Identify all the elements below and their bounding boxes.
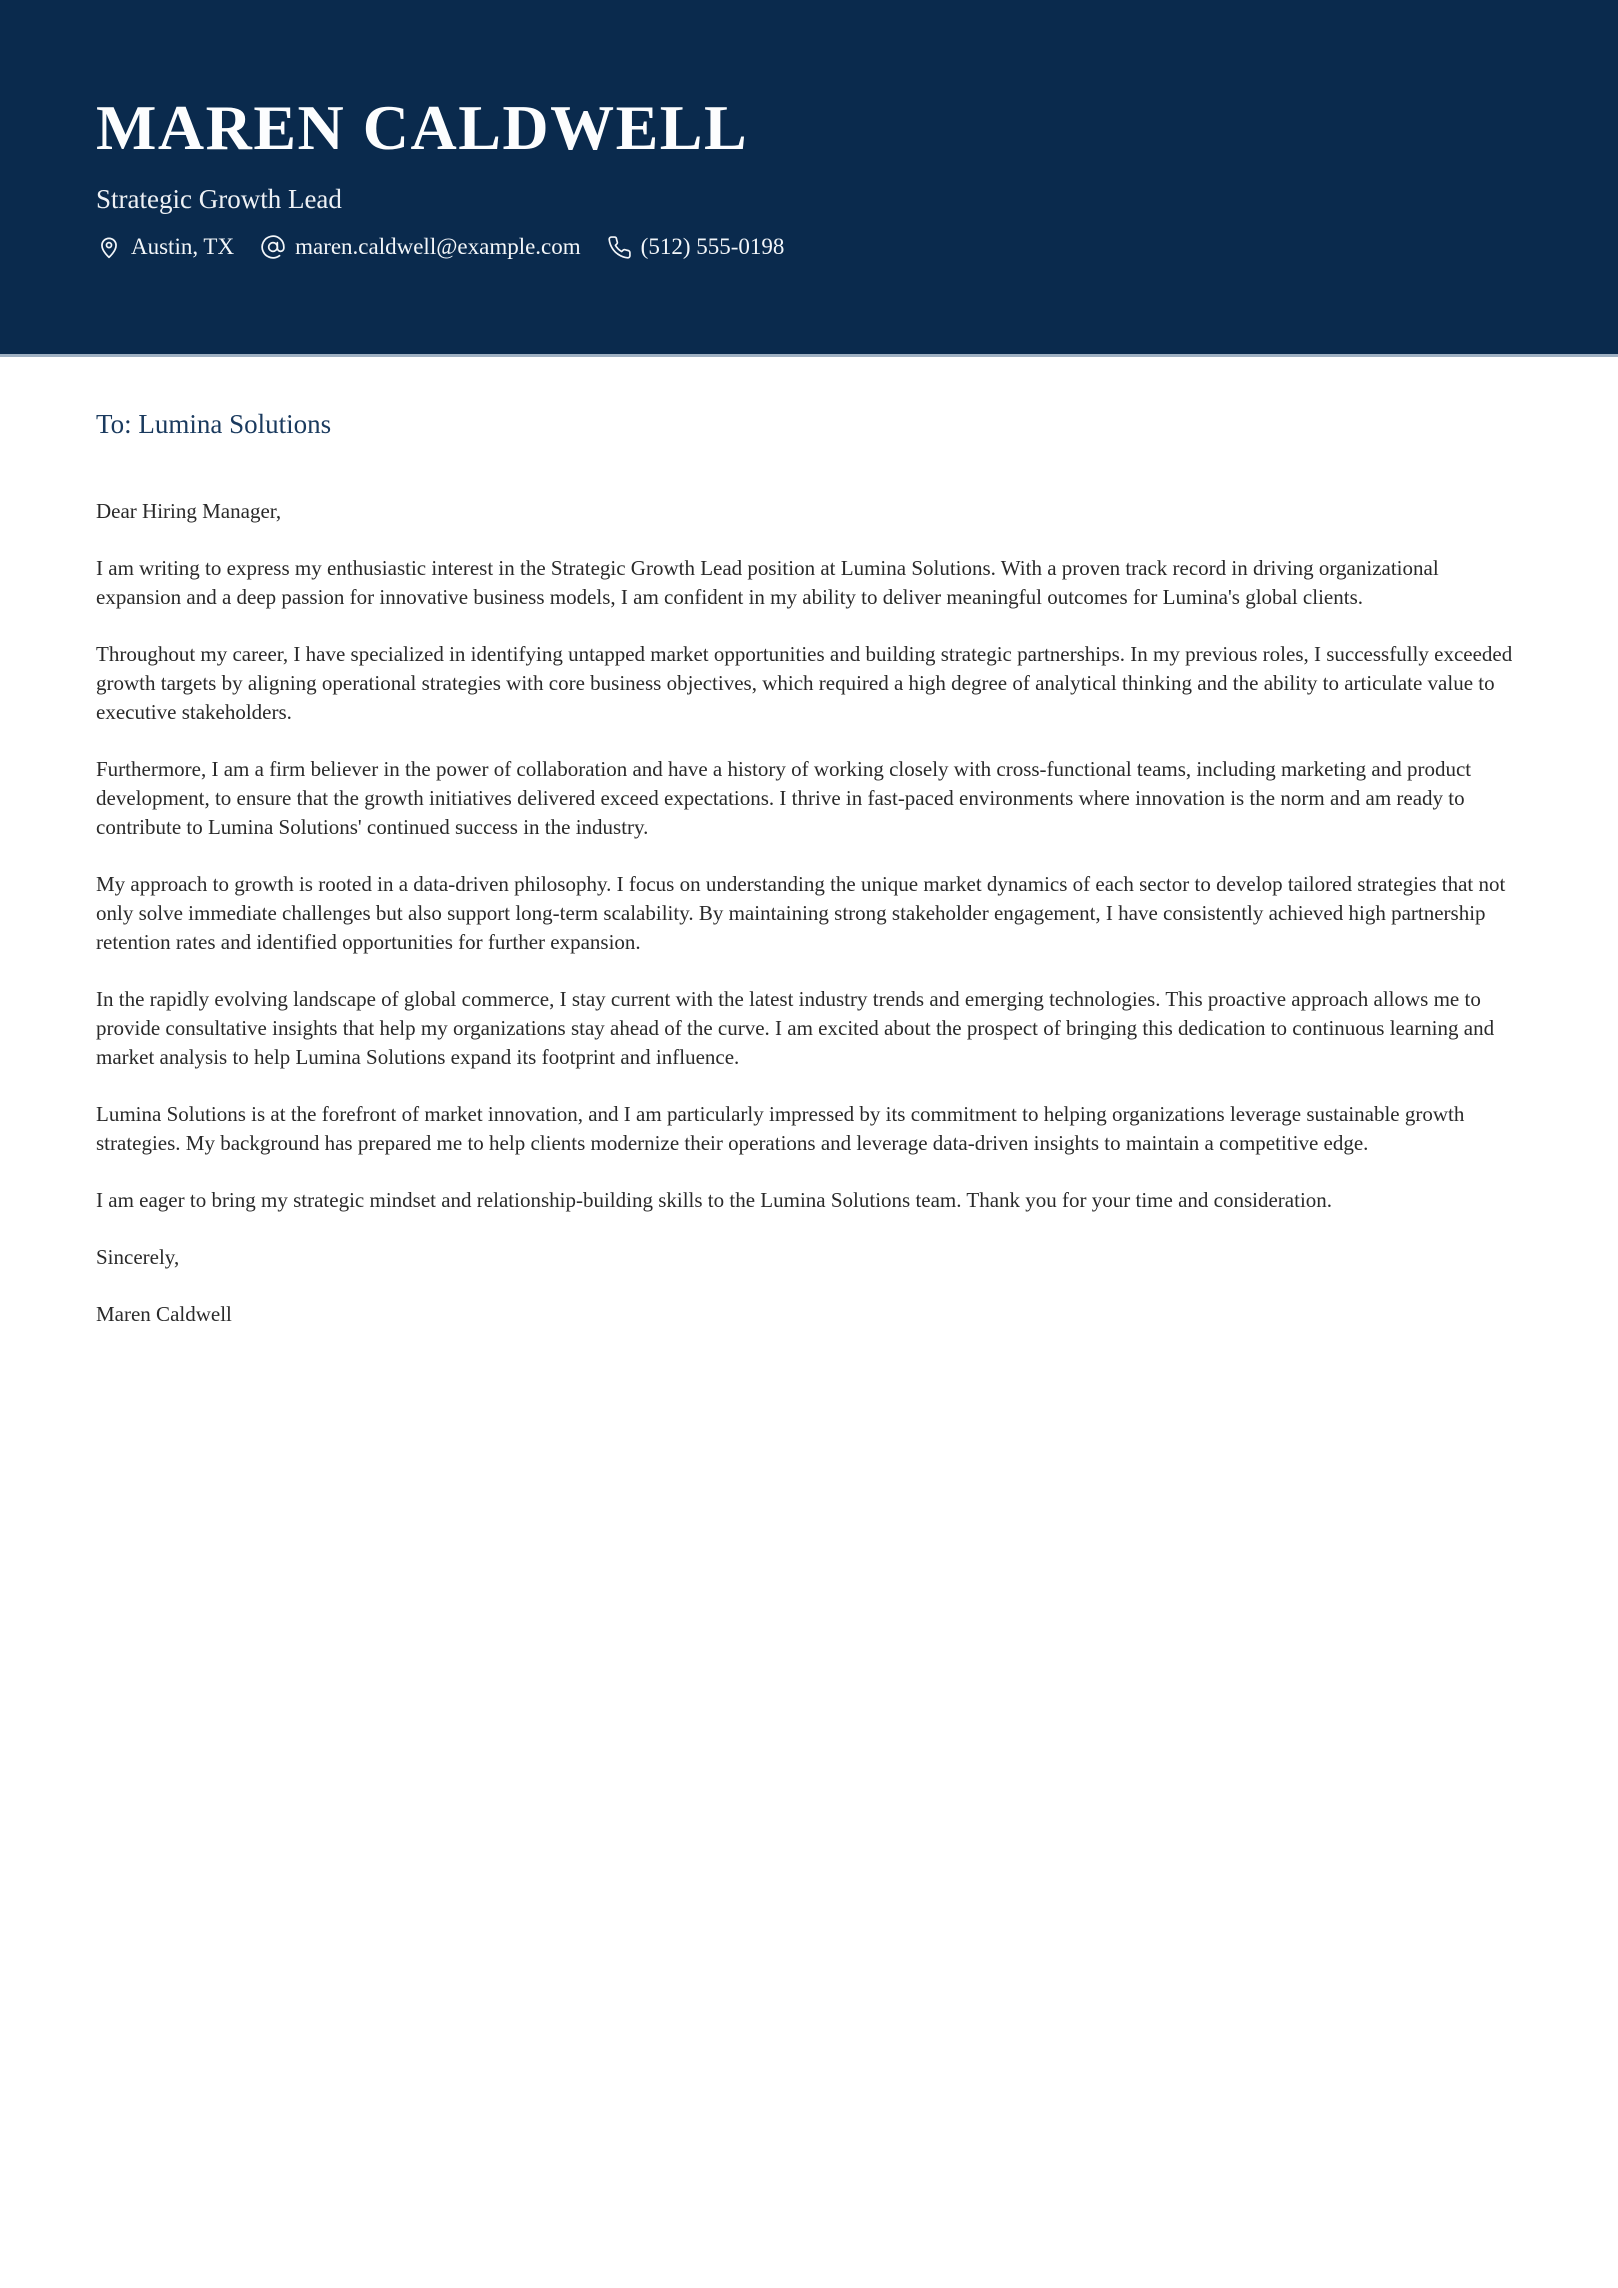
contact-phone [607, 234, 785, 260]
letter-paragraph: I am writing to express my enthusiastic interest in the Strategic Growth Lead position at Lumina Solutions. With a proven track record in driving organizational expansion and a deep passion for innovative business models, I am confident in my ability to deliver meaningful outcomes for Lumina's global clients. [96, 556, 1439, 609]
contact-email-text: maren.caldwell@example.com [295, 234, 581, 260]
contact-row [96, 234, 1522, 260]
salutation: Dear Hiring Manager, [96, 499, 282, 523]
letter-paragraph: Throughout my career, I have specialized in identifying untapped market opportunities and building strategic partnerships. In my previous roles, I successfully exceeded growth targets by aligning operational strategies with core business objectives, which required a high degree of analytical thinking and the ability to articulate value to executive stakeholders. [96, 642, 1513, 724]
phone-handset-icon [607, 235, 632, 260]
contact-location [96, 234, 234, 260]
person-name: MAREN CALDWELL [96, 92, 749, 163]
header [0, 0, 1618, 357]
contact-email [260, 234, 581, 260]
letter-paragraph: Lumina Solutions is at the forefront of market innovation, and I am particularly impressed by its commitment to helping organizations leverage sustainable growth strategies. My background has prepared me to help clients modernize their operations and leverage data-driven insights to maintain a competitive edge. [96, 1102, 1465, 1155]
letter-body [0, 357, 1618, 1329]
person-title: Strategic Growth Lead [96, 184, 342, 214]
letter-paragraph: I am eager to bring my strategic mindset and relationship-building skills to the Lumina Solutions team. Thank you for your time and consideration. [96, 1188, 1333, 1212]
closing: Sincerely, [96, 1245, 180, 1269]
letter-paragraph: My approach to growth is rooted in a data-driven philosophy. I focus on understanding the unique market dynamics of each sector to develop tailored strategies that not only solve immediate challenges but also support long-term scalability. By maintaining strong stakeholder engagement, I have consistently achieved high partnership retention rates and identified opportunities for further expansion. [96, 872, 1506, 954]
recipient-heading: To: Lumina Solutions [96, 409, 332, 439]
contact-phone-text: (512) 555-0198 [640, 234, 785, 260]
contact-location-text: Austin, TX [131, 234, 235, 260]
map-pin-icon [96, 234, 122, 260]
signature: Maren Caldwell [96, 1302, 232, 1326]
letter-paragraphs [96, 554, 1522, 1215]
at-sign-icon [260, 234, 286, 260]
letter-paragraph: Furthermore, I am a firm believer in the power of collaboration and have a history of working closely with cross-functional teams, including marketing and product development, to ensure that the growth initiatives delivered exceed expectations. I thrive in fast-paced environments where innovation is the norm and am ready to contribute to Lumina Solutions' continued success in the industry. [96, 757, 1472, 839]
letter-paragraph: In the rapidly evolving landscape of global commerce, I stay current with the latest industry trends and emerging technologies. This proactive approach allows me to provide consultative insights that help my organizations stay ahead of the curve. I am excited about the prospect of bringing this dedication to continuous learning and market analysis to help Lumina Solutions expand its footprint and influence. [96, 987, 1495, 1069]
